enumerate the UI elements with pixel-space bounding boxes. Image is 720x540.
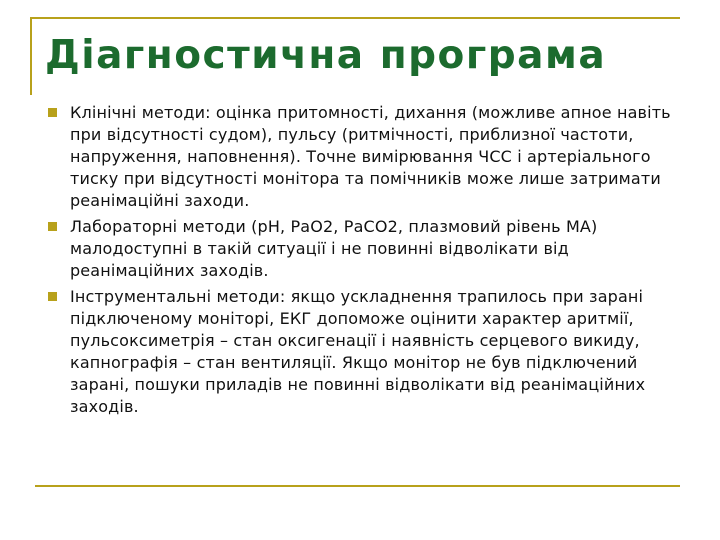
left-divider bbox=[30, 17, 32, 95]
bullet-text: Інструментальні методи: якщо ускладнення трапилось при зарані підключеному моніторі, ЕКГ допоможе оцінити характер аритмії, пульсоксиметрія – стан оксигенації і наявність серцевого викиду, капнографія – стан вентиляції. Якщо монітор не був підключений зарані, пошуки приладів не повинні відволікати від реанімаційних заходів. bbox=[70, 287, 646, 416]
slide-title: Діагностична програма bbox=[45, 33, 607, 78]
bullet-text: Лабораторні методи (рН, РаО2, РаСО2, плазмовий рівень МА) малодоступні в такій ситуації і не повинні відволікати від реанімаційних заходів. bbox=[70, 217, 598, 280]
bottom-divider bbox=[35, 485, 680, 487]
square-bullet-icon bbox=[48, 292, 57, 301]
bullet-list bbox=[48, 102, 678, 422]
bullet-item-instrumental-methods bbox=[48, 286, 678, 418]
square-bullet-icon bbox=[48, 222, 57, 231]
square-bullet-icon bbox=[48, 108, 57, 117]
bullet-text: Клінічні методи: оцінка притомності, дихання (можливе апное навіть при відсутності судом), пульсу (ритмічності, приблизної частоти, напруження, наповнення). Точне вимірювання ЧСС і артеріального тиску при відсутності монітора та помічників може лише затримати реанімаційні заходи. bbox=[70, 103, 671, 210]
top-divider bbox=[30, 17, 680, 19]
bullet-item-clinical-methods bbox=[48, 102, 678, 212]
bullet-item-laboratory-methods bbox=[48, 216, 678, 282]
